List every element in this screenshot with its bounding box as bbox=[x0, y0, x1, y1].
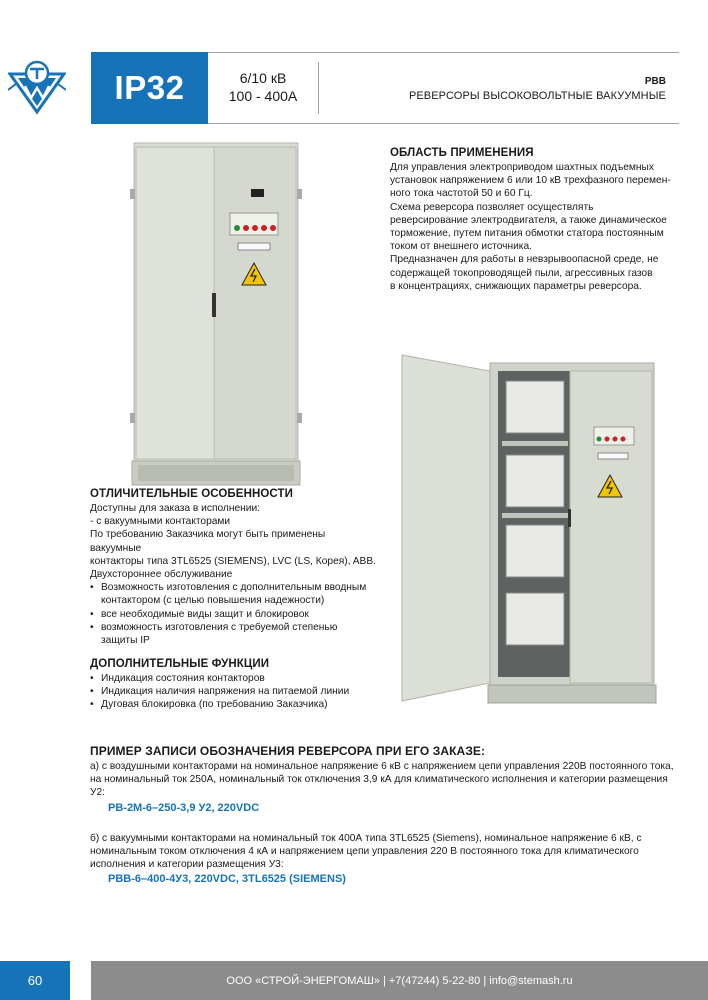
header-divider bbox=[318, 62, 319, 114]
list-item: • все необходимые виды защит и блокировок bbox=[90, 608, 376, 621]
list-item: • Возможность изготовления с дополнительным вводным контактором (с целью повышения надежности) bbox=[90, 581, 376, 607]
order-code-b: РВВ-6–400-4У3, 220VDC, 3TL6525 (SIEMENS) bbox=[108, 873, 346, 886]
text-line: током от внешнего источника. bbox=[390, 241, 532, 253]
open-cabinet-image bbox=[398, 343, 660, 705]
product-title: РЕВЕРСОРЫ ВЫСОКОВОЛЬТНЫЕ ВАКУУМНЫЕ bbox=[408, 90, 666, 102]
footer-contact: ООО «СТРОЙ-ЭНЕРГОМАШ» | +7(47244) 5-22-80 | info@stemash.ru bbox=[91, 961, 708, 1000]
spec-current: 100 - 400А bbox=[228, 88, 298, 104]
features-heading: ОТЛИЧИТЕЛЬНЫЕ ОСОБЕННОСТИ bbox=[90, 488, 294, 500]
list-item: • Индикация состояния контакторов bbox=[90, 672, 376, 685]
product-code: РВВ bbox=[644, 76, 666, 87]
order-example-section bbox=[90, 744, 680, 885]
text-line: в концентрациях, снижающих параметры реверсора. bbox=[390, 280, 642, 292]
spec-voltage: 6/10 кВ bbox=[239, 70, 287, 86]
text-line: Двухстороннее обслуживание bbox=[90, 569, 233, 581]
order-example-b: б) с вакуумными контакторами на номинальный ток 400А типа 3TL6525 (Siemens), номинальное напряжение 6 кВ, с номинальным током отключения 4 кА и напряжением цепи управления 220 В постоянного тока для климатического исполнения и категории размещения У3: bbox=[90, 832, 642, 871]
list-item: • Дуговая блокировка (по требованию Заказчика) bbox=[90, 698, 376, 711]
text-line: - с вакуумными контакторами bbox=[90, 516, 231, 528]
text-line: Схема реверсора позволяет осуществлять bbox=[390, 201, 594, 213]
closed-cabinet-image bbox=[130, 141, 302, 487]
text-line: контакторы типа 3TL6525 (SIEMENS), LVC (LS, Корея), ABB. bbox=[90, 555, 376, 567]
application-section bbox=[390, 147, 675, 293]
text-line: Предназначен для работы в невзрывоопасной среде, не bbox=[390, 254, 659, 266]
additional-functions-section bbox=[90, 658, 376, 712]
ip-rating-badge: IP32 bbox=[91, 52, 208, 124]
text-line: установок напряжением 6 или 10 кВ трехфазного перемен- bbox=[390, 175, 671, 187]
application-heading: ОБЛАСТЬ ПРИМЕНЕНИЯ bbox=[390, 147, 534, 159]
text-line: Для управления электроприводом шахтных подъемных bbox=[390, 162, 654, 173]
page-number: 60 bbox=[0, 961, 70, 1000]
text-line: По требованию Заказчика могут быть применены вакуумные bbox=[90, 529, 326, 554]
order-heading: ПРИМЕР ЗАПИСИ ОБОЗНАЧЕНИЯ РЕВЕРСОРА ПРИ ЕГО ЗАКАЗЕ: bbox=[90, 744, 486, 758]
text-line: ного тока частотой 50 и 60 Гц. bbox=[390, 188, 533, 200]
features-section bbox=[90, 488, 376, 647]
order-example-a: а) с воздушными контакторами на номинальное напряжение 6 кВ с напряжением цепи управления 220В постоянного тока, на номинальный ток 250А, номинальный ток отключения 3,9 кА для климатического исполнения и категории размещения У2: bbox=[90, 761, 674, 799]
list-item: • Индикация наличия напряжения на питаемой линии bbox=[90, 685, 376, 698]
text-line: содержащей токопроводящей пыли, агрессивных газов bbox=[390, 267, 653, 279]
order-code-a: РВ-2М-6–250-3,9 У2, 220VDC bbox=[108, 801, 260, 814]
text-line: реверсирование электродвигателя, а также динамическое bbox=[390, 214, 667, 226]
list-item: • возможность изготовления с требуемой степенью защиты IP bbox=[90, 621, 376, 647]
company-logo bbox=[8, 60, 66, 118]
text-line: Доступны для заказа в исполнении: bbox=[90, 503, 260, 514]
text-line: торможение, путем питания обмотки статора постоянным bbox=[390, 228, 664, 240]
additional-heading: ДОПОЛНИТЕЛЬНЫЕ ФУНКЦИИ bbox=[90, 658, 270, 670]
